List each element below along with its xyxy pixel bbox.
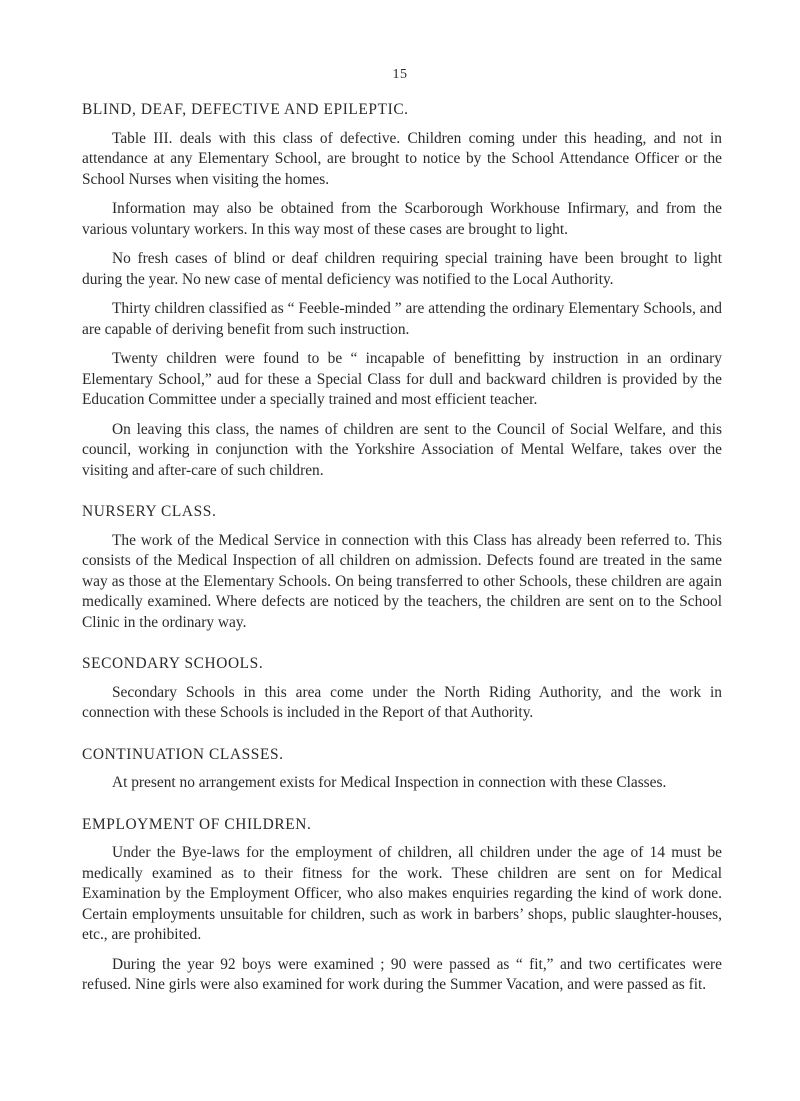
section-blind-deaf [82,100,722,481]
paragraph: During the year 92 boys were examined ; 90 were passed as “ fit,” and two certificates were refused. Nine girls were also examined for work during the Summer Vacation, and were passed as fit. [82,955,722,993]
paragraph: Secondary Schools in this area come under the North Riding Authority, and the work in connection with these Schools is included in the Report of that Authority. [82,683,722,721]
section-heading: SECONDARY SCHOOLS. [82,655,264,672]
page-number: 15 [392,67,408,82]
section-nursery-class [82,502,722,633]
paragraph: On leaving this class, the names of children are sent to the Council of Social Welfare, and this council, working in conjunction with the Yorkshire Association of Mental Welfare, takes over the visiting and after-care of such children. [82,420,722,479]
paragraph: Thirty children classified as “ Feeble-minded ” are attending the ordinary Elementary Schools, and are capable of deriving benefit from such instruction. [82,300,722,338]
paragraph: Under the Bye-laws for the employment of children, all children under the age of 14 must be medically examined as to their fitness for the work. These children are sent on for Medical Examination by the Employment Officer, who also makes enquiries regarding the kind of work done. Certain employments unsuitable for children, such as work in barbers’ shops, public slaughter-houses, etc., are prohibited. [82,844,722,943]
paragraph: Information may also be obtained from the Scarborough Workhouse Infirmary, and from the various voluntary workers. In this way most of these cases are brought to light. [82,200,722,238]
document-body [82,100,722,1005]
paragraph: Twenty children were found to be “ incapable of benefitting by instruction in an ordinary Elementary School,” aud for these a Special Class for dull and backward children is provided by the Education Committee under a specially trained and most efficient teacher. [82,350,722,408]
section-heading: BLIND, DEAF, DEFECTIVE AND EPILEPTIC. [82,101,409,118]
paragraph: At present no arrangement exists for Medical Inspection in connection with these Classes. [112,774,667,791]
section-heading: NURSERY CLASS. [82,503,217,520]
paragraph: Table III. deals with this class of defective. Children coming under this heading, and not in attendance at any Elementary School, are brought to notice by the School Attendance Officer or the School Nurses when visiting the homes. [82,129,722,188]
paragraph: The work of the Medical Service in connection with this Class has already been referred to. This consists of the Medical Inspection of all children on admission. Defects found are treated in the same way as those at the Elementary Schools. On being transferred to other Schools, these children are again medically examined. Where defects are noticed by the teachers, the children are sent on to the School Clinic in the ordinary way. [82,531,722,631]
paragraph: No fresh cases of blind or deaf children requiring special training have been brought to light during the year. No new case of mental deficiency was notified to the Local Authority. [82,250,722,288]
section-continuation-classes [82,745,722,794]
section-heading: CONTINUATION CLASSES. [82,745,284,763]
section-heading: EMPLOYMENT OF CHILDREN. [82,815,312,833]
section-employment-of-children [82,815,722,996]
section-secondary-schools [82,654,722,724]
